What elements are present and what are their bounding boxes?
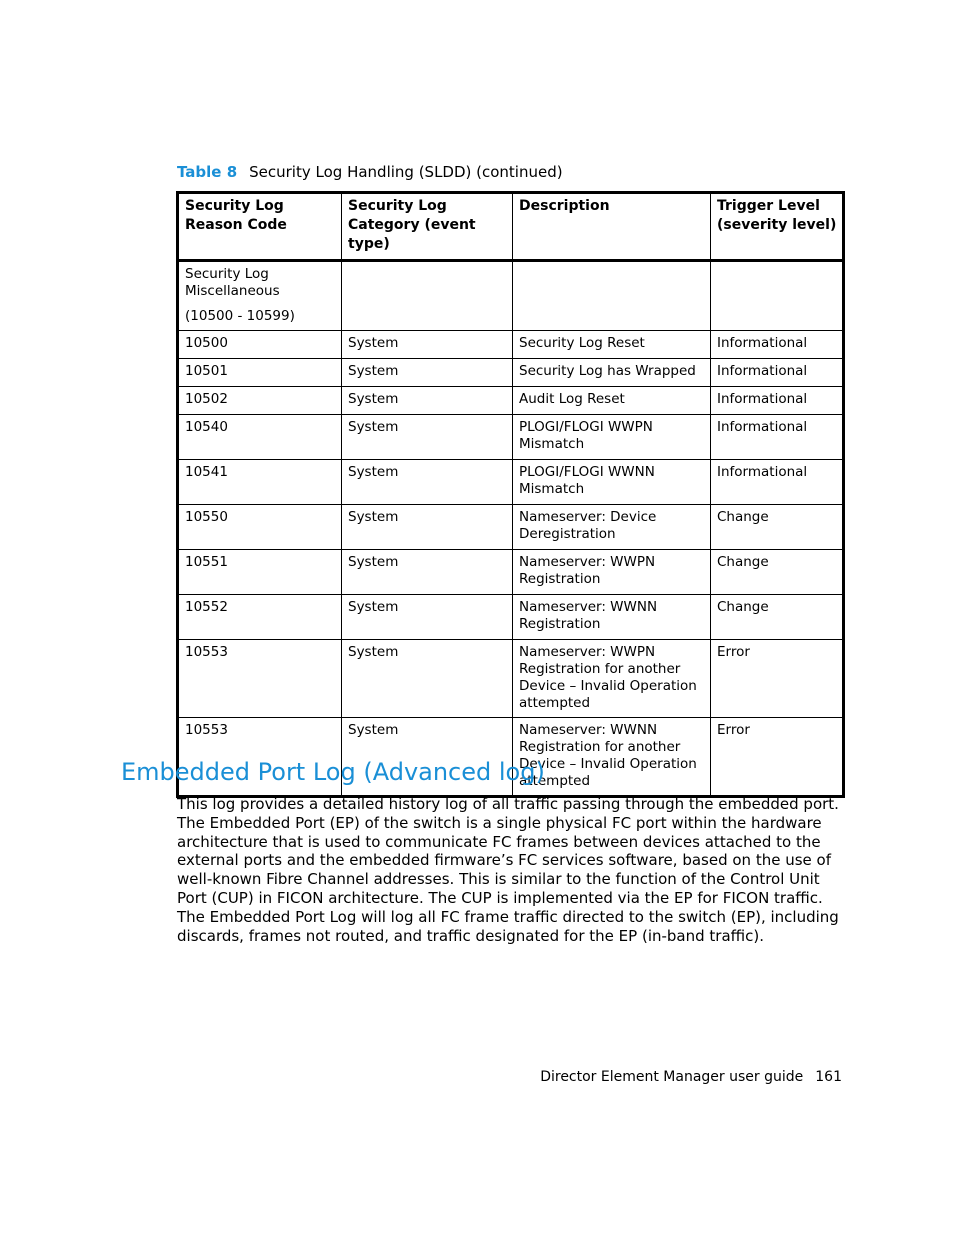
table-row [178, 460, 844, 505]
cell-description: Security Log has Wrapped [513, 359, 711, 387]
cell-code: 10502 [178, 387, 342, 415]
security-log-table [176, 191, 845, 798]
cell-code: 10540 [178, 415, 342, 460]
group-name: Security Log Miscellaneous [185, 266, 280, 299]
cell-level: Change [711, 595, 844, 640]
group-range: (10500 - 10599) [185, 308, 295, 324]
table-header-row [178, 193, 844, 261]
cell-code: 10551 [178, 550, 342, 595]
cell-level: Change [711, 550, 844, 595]
cell-description: Nameserver: WWNN Registration [513, 595, 711, 640]
cell-code: 10552 [178, 595, 342, 640]
cell-category: System [342, 359, 513, 387]
cell-level: Informational [711, 387, 844, 415]
table-row [178, 640, 844, 718]
cell-description: PLOGI/FLOGI WWPN Mismatch [513, 415, 711, 460]
table-row [178, 595, 844, 640]
cell-category: System [342, 550, 513, 595]
cell-description: Audit Log Reset [513, 387, 711, 415]
cell-description: PLOGI/FLOGI WWNN Mismatch [513, 460, 711, 505]
cell-category: System [342, 640, 513, 718]
cell-category: System [342, 460, 513, 505]
cell-code: 10553 [178, 718, 342, 797]
table-row [178, 359, 844, 387]
table-row [178, 415, 844, 460]
cell-description: Nameserver: Device Deregistration [513, 505, 711, 550]
table-caption [177, 162, 563, 182]
cell-category: System [342, 595, 513, 640]
cell-description: Nameserver: WWPN Registration [513, 550, 711, 595]
table-group-row [178, 261, 844, 331]
table-row [178, 550, 844, 595]
empty-cell [711, 261, 844, 331]
cell-category: System [342, 718, 513, 797]
cell-level: Error [711, 718, 844, 797]
cell-level: Informational [711, 415, 844, 460]
cell-category: System [342, 415, 513, 460]
cell-code: 10550 [178, 505, 342, 550]
cell-level: Informational [711, 359, 844, 387]
group-cell [178, 261, 342, 331]
footer-guide-title: Director Element Manager user guide [540, 1069, 804, 1085]
section-body-paragraph: This log provides a detailed history log of all traffic passing through the embedded port. The Embedded Port (EP) of the switch is a single physical FC port within the hardware architecture that is used to communicate FC frames between devices attached to the external ports and the embedded firmware’s FC services software, based on the use of well-known Fibre Channel addresses. This is similar to the function of the Control Unit Port (CUP) in FICON architecture. The CUP is implemented via the EP for FICON traffic. The Embedded Port Log will log all FC frame traffic directed to the switch (EP), including discards, frames not routed, and traffic designated for the EP (in-band traffic). [177, 795, 839, 945]
table-row [178, 505, 844, 550]
cell-description: Nameserver: WWNN Registration for another Device – Invalid Operation attempted [513, 718, 711, 797]
empty-cell [342, 261, 513, 331]
cell-description: Security Log Reset [513, 331, 711, 359]
cell-category: System [342, 505, 513, 550]
page-number: 161 [815, 1069, 842, 1085]
table-row [178, 387, 844, 415]
header-description: Description [513, 193, 711, 261]
empty-cell [513, 261, 711, 331]
cell-category: System [342, 387, 513, 415]
cell-code: 10553 [178, 640, 342, 718]
cell-category: System [342, 331, 513, 359]
cell-level: Informational [711, 460, 844, 505]
cell-code: 10501 [178, 359, 342, 387]
cell-level: Informational [711, 331, 844, 359]
cell-level: Error [711, 640, 844, 718]
cell-code: 10541 [178, 460, 342, 505]
table-row [178, 331, 844, 359]
header-category: Security Log Category (event type) [342, 193, 513, 261]
header-trigger-level: Trigger Level (severity level) [711, 193, 844, 261]
table-title: Security Log Handling (SLDD) (continued) [249, 163, 563, 181]
cell-level: Change [711, 505, 844, 550]
cell-code: 10500 [178, 331, 342, 359]
header-reason-code: Security Log Reason Code [178, 193, 342, 261]
section-heading: Embedded Port Log (Advanced log) [121, 758, 545, 786]
page-footer [540, 1067, 842, 1087]
table-number: Table 8 [177, 163, 238, 181]
cell-description: Nameserver: WWPN Registration for another Device – Invalid Operation attempted [513, 640, 711, 718]
